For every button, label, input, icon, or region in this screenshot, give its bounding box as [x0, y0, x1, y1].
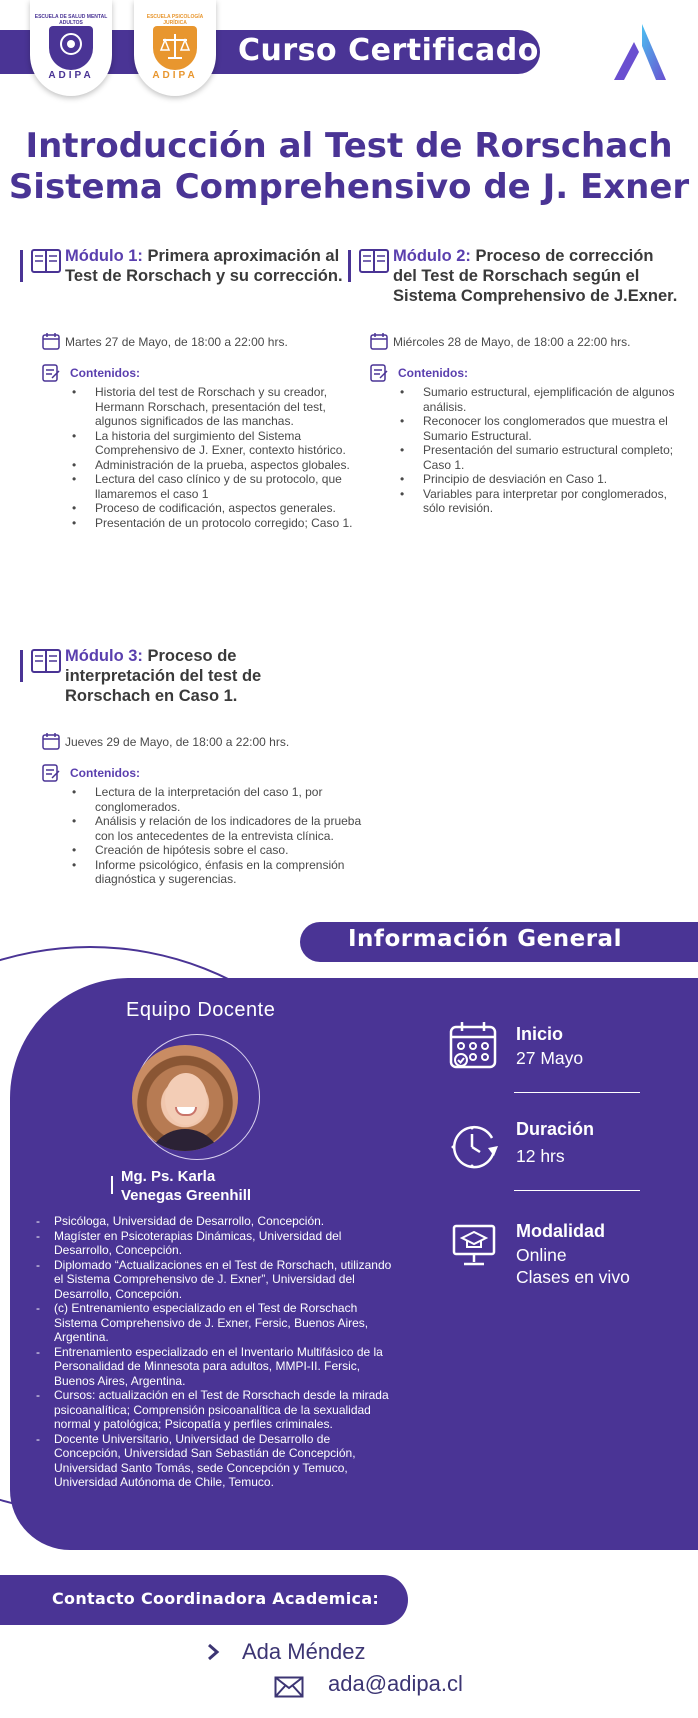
list-item: • Presentación de un protocolo corregido; Caso 1.	[70, 516, 370, 531]
course-title: Introducción al Test de Rorschach Sistema Comprehensivo de J. Exner	[8, 126, 690, 207]
chevron-right-icon	[206, 1643, 220, 1666]
document-icon	[42, 764, 60, 787]
contents-label: Contenidos:	[398, 366, 468, 380]
modality-label: Modalidad	[516, 1221, 605, 1241]
module-contents-list	[70, 385, 370, 530]
clock-icon	[448, 1120, 500, 1177]
duration-value: 12 hrs	[516, 1146, 565, 1166]
school-badge-mental-health: ESCUELA DE SALUD MENTAL ADULTOS ADIPA	[30, 0, 112, 96]
contents-label: Contenidos:	[70, 766, 140, 780]
list-item: - Cursos: actualización en el Test de Rorschach desde la mirada psicoanalítica; Comprensión psicoanalítica de la sexualidad normal y patológica; Psicopatía y perfiles criminales.	[36, 1388, 396, 1432]
teacher-name: Mg. Ps. Karla Venegas Greenhill	[121, 1168, 252, 1204]
list-item: • Análisis y relación de los indicadores de la prueba con los antecedentes de la entrevista clínica.	[70, 814, 370, 843]
book-icon	[358, 246, 390, 281]
module-contents-list	[398, 385, 688, 516]
coordinator-email-link[interactable]: ada@adipa.cl	[328, 1671, 463, 1696]
module-heading: Módulo 1: Primera aproximación al Test de Rorschach y su corrección.	[65, 247, 343, 285]
module-date: Miércoles 28 de Mayo, de 18:00 a 22:00 hrs.	[393, 335, 631, 349]
team-heading: Equipo Docente	[126, 999, 276, 1021]
module-heading: Módulo 2: Proceso de corrección del Test de Rorschach según el Sistema Comprehensivo de J.Exner.	[393, 247, 678, 305]
teacher-cv-list	[36, 1214, 396, 1490]
calendar-icon	[448, 1020, 500, 1077]
list-item: • Sumario estructural, ejemplificación de algunos análisis.	[398, 385, 688, 414]
book-icon	[30, 246, 62, 281]
brain-shield-icon	[49, 26, 93, 70]
start-label: Inicio	[516, 1024, 564, 1044]
course-type-title: Curso Certificado	[238, 33, 539, 68]
calendar-icon	[370, 332, 388, 355]
module-contents-list	[70, 785, 370, 887]
list-item: • Lectura de la interpretación del caso 1, por conglomerados.	[70, 785, 370, 814]
document-icon	[370, 364, 388, 387]
divider	[514, 1190, 640, 1191]
list-item: - (c) Entrenamiento especializado en el Test de Rorschach Sistema Comprehensivo de J. Exner, Fersic, Buenos Aires, Argentina.	[36, 1301, 396, 1345]
list-item: • Administración de la prueba, aspectos globales.	[70, 458, 370, 473]
list-item: - Docente Universitario, Universidad de Desarrollo de Concepción, Universidad San Sebastián de Concepción, Universidad Santo Tomás, sede Concepción y Temuco, Universidad Autónoma de Chile, Temuco.	[36, 1432, 396, 1490]
coordinator-name: Ada Méndez	[242, 1639, 366, 1664]
start-value: 27 Mayo	[516, 1048, 584, 1068]
scales-shield-icon	[153, 26, 197, 70]
mail-icon	[274, 1676, 304, 1703]
contact-heading: Contacto Coordinadora Academica:	[52, 1589, 380, 1608]
online-class-icon	[448, 1220, 500, 1277]
modality-value-1: Online	[516, 1245, 567, 1265]
list-item: • Variables para interpretar por conglomerados, sólo revisión.	[398, 487, 688, 516]
list-item: • Reconocer los conglomerados que muestra el Sumario Estructural.	[398, 414, 688, 443]
book-icon	[30, 646, 62, 681]
adipa-logo-icon	[612, 22, 668, 87]
contents-label: Contenidos:	[70, 366, 140, 380]
module-1	[20, 246, 353, 606]
module-date: Martes 27 de Mayo, de 18:00 a 22:00 hrs.	[65, 335, 288, 349]
list-item: • Historia del test de Rorschach y su creador, Hermann Rorschach, presentación del test, algunos significados de las manchas.	[70, 385, 370, 429]
school-badge-legal-psychology: ESCUELA PSICOLOGÍA JURÍDICA ADIPA	[134, 0, 216, 96]
list-item: • Informe psicológico, énfasis en la comprensión diagnóstica y sugerencias.	[70, 858, 370, 887]
list-item: • Presentación del sumario estructural completo; Caso 1.	[398, 443, 688, 472]
list-item: - Psicóloga, Universidad de Desarrollo, Concepción.	[36, 1214, 396, 1229]
duration-label: Duración	[516, 1119, 595, 1139]
list-item: • Lectura del caso clínico y de su protocolo, que llamaremos el caso 1	[70, 472, 370, 501]
list-item: • Creación de hipótesis sobre el caso.	[70, 843, 370, 858]
teacher-photo	[132, 1045, 238, 1151]
document-icon	[42, 364, 60, 387]
list-item: • Principio de desviación en Caso 1.	[398, 472, 688, 487]
list-item: • La historia del surgimiento del Sistema Comprehensivo de J. Exner, contexto histórico.	[70, 429, 370, 458]
module-heading: Módulo 3: Proceso de interpretación del test de Rorschach en Caso 1.	[65, 647, 262, 705]
module-3	[20, 646, 362, 906]
module-date: Jueves 29 de Mayo, de 18:00 a 22:00 hrs.	[65, 735, 290, 749]
calendar-icon	[42, 732, 60, 755]
modality-value-2: Clases en vivo	[516, 1267, 630, 1287]
calendar-icon	[42, 332, 60, 355]
list-item: - Magíster en Psicoterapias Dinámicas, Universidad del Desarrollo, Concepción.	[36, 1229, 396, 1258]
module-2	[348, 246, 678, 526]
list-item: - Diplomado “Actualizaciones en el Test de Rorschach, utilizando el Sistema Comprehensivo de J. Exner”, Universidad del Desarrollo, Concepción.	[36, 1258, 396, 1302]
general-info-heading: Información General	[348, 926, 622, 952]
list-item: - Entrenamiento especializado en el Inventario Multifásico de la Personalidad de Minnesota para adultos, MMPI-II. Fersic, Buenos Aires, Argentina.	[36, 1345, 396, 1389]
list-item: • Proceso de codificación, aspectos generales.	[70, 501, 370, 516]
divider	[514, 1092, 640, 1093]
